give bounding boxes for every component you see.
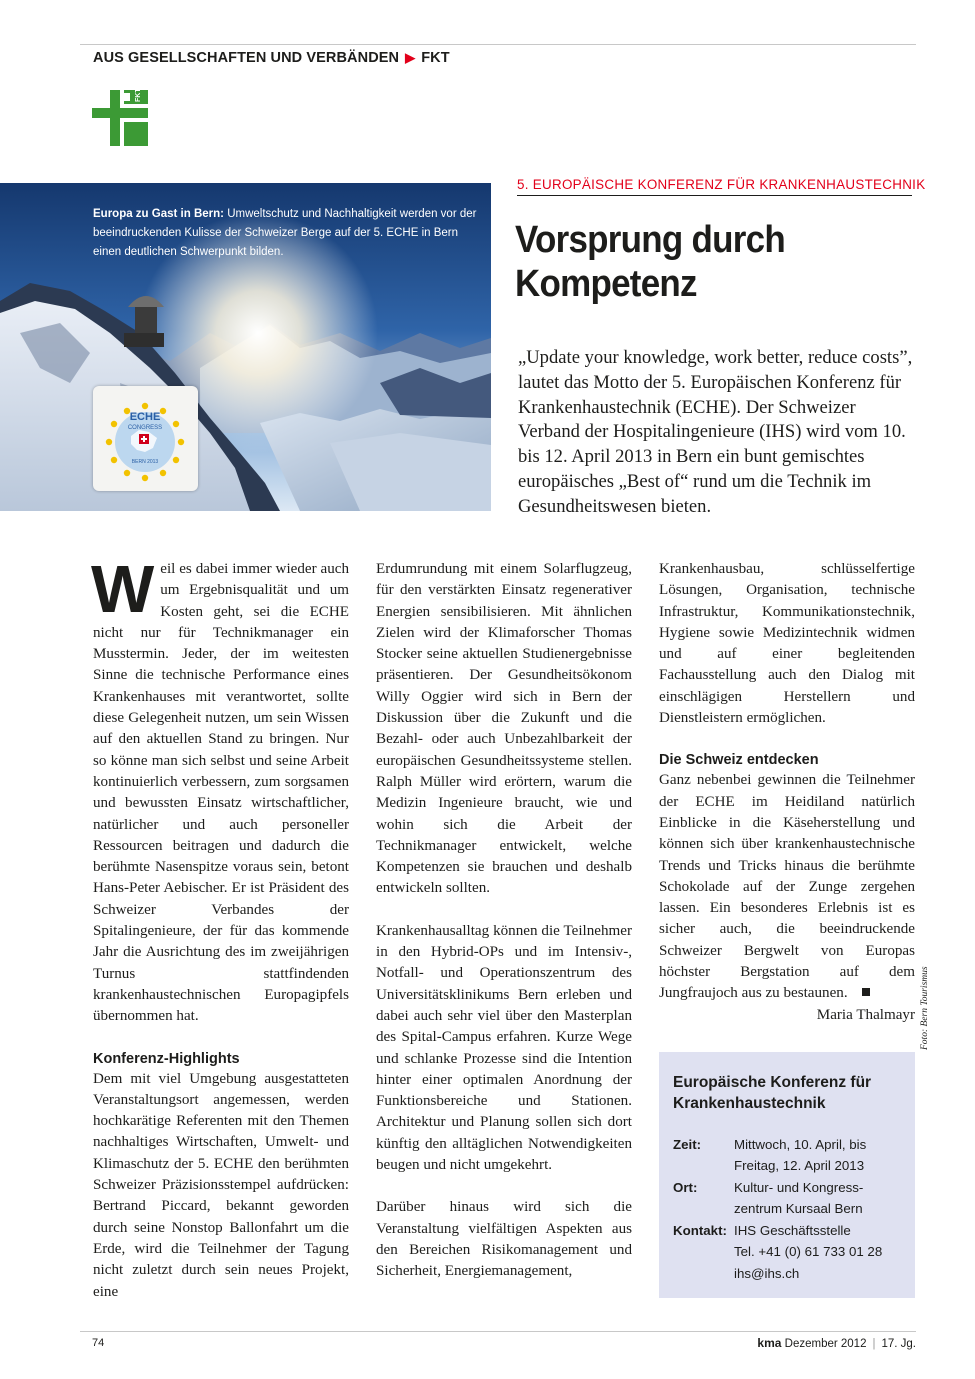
info-value: Mittwoch, 10. April, bis Freitag, 12. April 2013: [734, 1137, 867, 1174]
caption-bold: Europa zu Gast in Bern:: [93, 208, 224, 220]
info-box-title: Europäische Konferenz für Krankenhaustechnik: [673, 1074, 872, 1112]
arrow-right-icon: ▶: [405, 50, 416, 65]
author-name: Maria Thalmayr: [816, 1006, 915, 1023]
badge-eche: ECHE: [129, 411, 161, 423]
subheading-konferenz-highlights: Konferenz-Highlights: [93, 1050, 240, 1067]
paragraph: Krankenhausbau, schlüsselfertige Lösungen, Organisation, technische Infrastruktur, Kommunikationstechnik, Hygiene sowie Medizintechnik widmen und auf einer begleitenden Fachausstellung auch den Dialog mit einschlägigen Herstellern und Dienstleistern ermöglichen.: [659, 561, 915, 727]
footer-publication: [757, 1336, 916, 1350]
info-label: Ort:: [673, 1180, 698, 1195]
end-mark-icon: [862, 988, 870, 996]
paragraph: [91, 552, 349, 1028]
logo-text: FKT: [135, 90, 142, 102]
section-header: [93, 50, 450, 66]
info-value: IHS Geschäftsstelle Tel. +41 (0) 61 733 01 28 ihs@ihs.ch: [734, 1223, 883, 1281]
article-lead: „Update your knowledge, work better, reduce costs”, lautet das Motto der 5. Europäischen Konferenz für Krankenhaustechnik (ECHE). Der Schweizer Verband der Hospitalingenieure (IHS) wird vom 10. bis 12. April 2013 in Bern ein bunt gemischtes europäisches „Best of“ rund um die Technik im Gesundheitswesen bieten.: [518, 347, 913, 517]
paragraph: Erdumrundung mit einem Solarflugzeug, für den verstärkten Einsatz regenerativer Energien sensibilisieren. Mit ähnlichen Zielen wird der Klimaforscher Thomas Stocker seine aktuellen Studienergebnisse präsentieren. Der Gesundheitsökonom Willy Oggier wird sich in Bern der Diskussion über die Zukunft und die Bezahl- oder auch Unbezahlbarkeit der europäischen Gesundheitssysteme stellen. Ralph Müller wird erörtern, warum die Medizin Ingenieure braucht, wie und wohin sich die Arbeit der Technikmanager entwickelt, welche Kompetenzen sie brauchen und deshalb entwickeln sollten.: [376, 561, 632, 897]
paragraph: Darüber hinaus wird sich die Veranstaltung vielfältigen Aspekten aus den Bereichen Risikomanagement und Sicherheit, Energiemanagement,: [376, 1199, 632, 1280]
page-number: 74: [92, 1337, 105, 1349]
info-box: [659, 1052, 915, 1298]
subheading-schweiz-entdecken: Die Schweiz entdecken: [659, 752, 819, 769]
body-column-3: [659, 559, 915, 1026]
badge-bern: BERN 2013: [131, 459, 159, 465]
paragraph: [659, 770, 915, 1004]
paragraph-text: eil es dabei immer wieder auch um Ergebnisqualität und um Kosten geht, sei die ECHE nicht nur für Technikmanager ein Musstermin. Jeder, der im weitesten Sinne die technische Performance eines Krankenhauses mit verantwortet, sollte diese Gelegenheit nutzen, um sein Wissen auf den aktuellen Stand zu bringen. Nur so könne man sich selbst und seine Arbeit kontinuierlich verbessern, zum sorgsamen und bewussten Einsatz wirtschaftlicher, natürlicher und auch personeller Ressourcen beitragen und dadurch die berühmte Nasenspitze voraus sein, betont Hans-Peter Aebischer. Er ist Präsident des Schweizer Verbandes der Spitalingenieure, der für das kommende Jahr die Ausrichtung des im zweijährigen Turnus stattfindenden krankenhaustechnischen Europagipfels übernommen hat.: [93, 561, 349, 1025]
drop-cap: W: [91, 552, 155, 627]
info-label: Kontakt:: [673, 1223, 727, 1238]
badge-congress: CONGRESS: [127, 425, 163, 431]
paragraph-text: Ganz nebenbei gewinnen die Teilnehmer der ECHE im Heidiland natürlich Einblicke in die Käseherstellung und können sich über krankenhaustechnische Trends und Tricks hinaus die berühmte Schokolade auf der Zunge zergehen lassen. Ein besonderes Erlebnis ist es sicher auch, die beeindruckende Schweizer Bergwelt von Europas höchster Bergstation auf dem Jungfraujoch aus zu bestaunen.: [659, 772, 915, 1002]
photo-credit-text: Foto: Bern Tourismus: [920, 966, 930, 1050]
issue-date: Dezember 2012: [784, 1338, 867, 1350]
footer-separator: |: [872, 1338, 876, 1350]
info-value: Kultur- und Kongress- zentrum Kursaal Bern: [734, 1180, 864, 1217]
caption-text: Umweltschutz und Nachhaltigkeit werden vor der beeindruckenden Kulisse der Schweizer Berge auf der 5. ECHE in Bern einen deutlichen Schwerpunkt bilden.: [93, 208, 477, 258]
body-column-1: [91, 552, 349, 1303]
magazine-name: kma: [757, 1336, 782, 1350]
info-label: Zeit:: [673, 1137, 702, 1152]
body-column-2: [376, 559, 632, 1283]
photo-credit: [920, 920, 932, 1050]
article-title: Vorsprung durch Kompetenz: [515, 219, 785, 305]
footer-rule: [80, 1331, 916, 1332]
paragraph: Dem mit viel Umgebung ausgestatteten Veranstaltungsort angemessen, werden hochkarätige Referenten mit den Themen nachhaltiges Wirtschaften, Umwelt- und Klimaschutz der 5. ECHE den berühmten Schweizer Präzisionsstempel aufdrücken: Bertrand Piccard, bekannt geworden durch seine Nonstop Ballonfahrt um die Erde, wird die Teilnehmer der Tagung nicht zuletzt durch sein neues Projekt, eine: [93, 1070, 349, 1300]
fkt-logo: [92, 90, 148, 146]
photo-caption: [93, 205, 483, 262]
article-kicker: 5. EUROPÄISCHE KONFERENZ FÜR KRANKENHAUSTECHNIK: [517, 177, 912, 196]
section-title: AUS GESELLSCHAFTEN UND VERBÄNDEN: [93, 50, 400, 66]
eche-congress-badge: [93, 386, 198, 491]
subsection-title: FKT: [421, 50, 450, 66]
paragraph: Krankenhausalltag können die Teilnehmer in den Hybrid-OPs und im Intensiv-, Notfall- und Operationszentrum des Universitätsklinikums Bern erleben und dabei auch sehr viel über den Masterplan des Spital-Campus erfahren. Kurze Wege und schlanke Prozesse sind die Intention hinter einer optimalen Anordnung der Funktionsbereiche und Stationen. Architektur und Planung sollen sich dort künftig den alltäglichen Notwendigkeiten beugen und nicht umgekehrt.: [376, 922, 632, 1174]
top-rule: [80, 44, 916, 45]
volume: 17. Jg.: [881, 1338, 916, 1350]
